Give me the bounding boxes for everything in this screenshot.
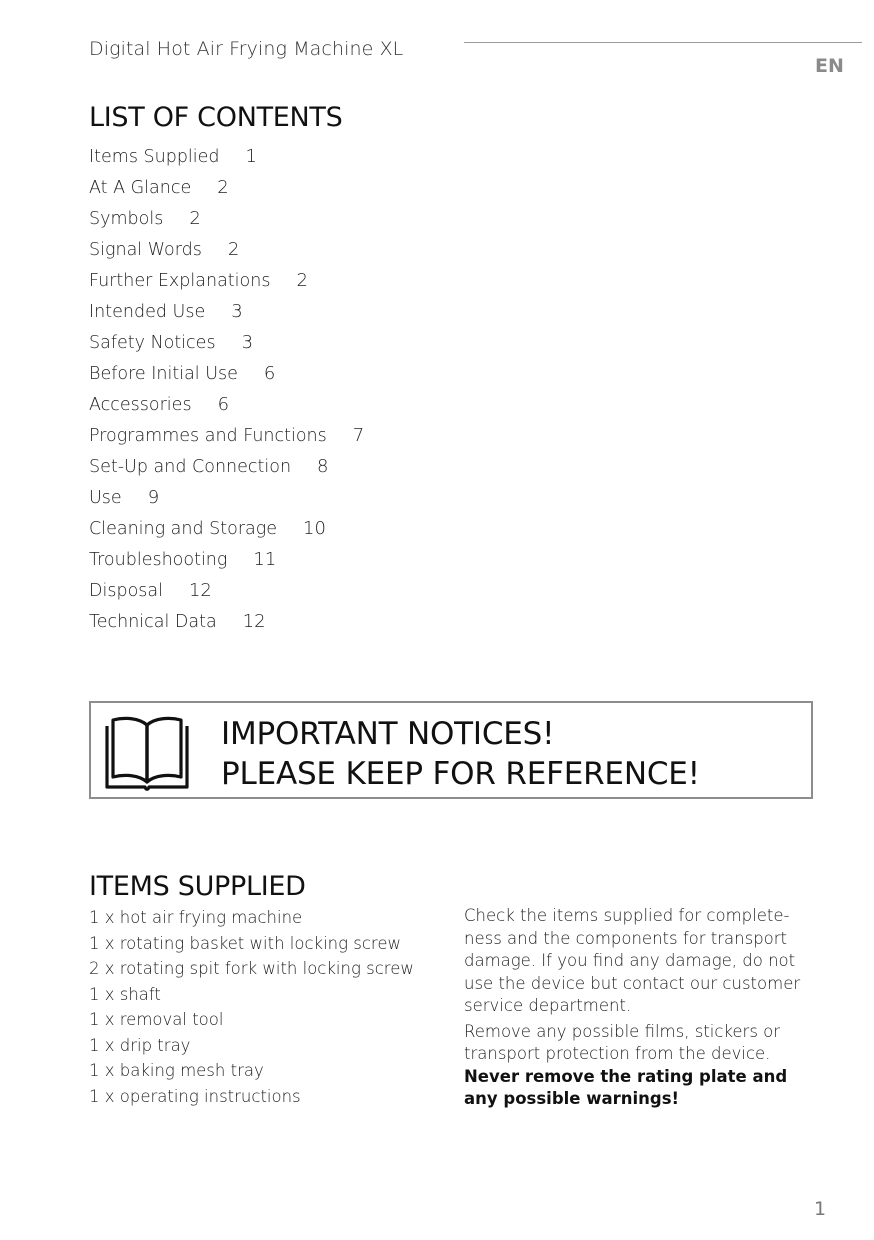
toc-entry-title: Further Explanations	[89, 271, 271, 291]
toc-entry-page: 12	[242, 611, 266, 632]
toc-entry-page: 10	[303, 518, 326, 539]
page-number: 1	[814, 1198, 827, 1220]
toc-entry	[89, 267, 364, 298]
toc-entry-page: 12	[188, 580, 212, 601]
notice-line-2: PLEASE KEEP FOR REFERENCE!	[221, 756, 700, 792]
toc-entry-title: Items Supplied	[89, 147, 220, 167]
toc-entry-title: Troubleshooting	[89, 550, 228, 570]
toc-entry-title: Programmes and Functions	[89, 426, 327, 446]
header-rule	[464, 42, 862, 43]
toc-entry-page: 2	[296, 270, 308, 291]
toc-entry	[89, 608, 364, 639]
list-item: 1 x shaft	[89, 984, 161, 1004]
items-supplied-note	[464, 905, 814, 1111]
toc-entry	[89, 515, 364, 546]
toc-entry-title: Accessories	[89, 395, 192, 415]
notice-text	[221, 714, 700, 794]
remove-protection-text: Remove any possible films, stickers or transport protection from the device.	[464, 1021, 781, 1063]
toc-entry-title: Set-Up and Connection	[89, 457, 292, 477]
list-item: 1 x removal tool	[89, 1010, 224, 1029]
toc-entry	[89, 360, 364, 391]
list-item: 1 x operating instructions	[89, 1086, 301, 1106]
toc-entry-page: 6	[263, 363, 276, 384]
toc-entry-title: Signal Words	[89, 240, 202, 260]
toc-entry-title: At A Glance	[89, 178, 192, 198]
toc-entry	[89, 422, 364, 453]
toc-entry-page: 3	[231, 301, 243, 322]
toc-entry	[89, 484, 364, 515]
toc-entry-page: 11	[253, 549, 277, 570]
remove-protection-paragraph	[464, 1021, 814, 1111]
open-book-icon	[103, 715, 191, 793]
check-items-paragraph: Check the items supplied for complete-ness and the components for transport damage. If you find any damage, do not use the device but contact our customer service department.	[464, 906, 801, 1015]
list-item: 1 x rotating basket with locking screw	[89, 933, 402, 953]
toc-entry-title: Symbols	[89, 209, 164, 229]
toc-entry-page: 8	[317, 456, 329, 477]
toc-heading: LIST OF CONTENTS	[89, 102, 343, 133]
list-item: 1 x drip tray	[89, 1035, 191, 1055]
toc-entry	[89, 577, 364, 608]
toc-entry	[89, 391, 364, 422]
toc-entry-title: Intended Use	[89, 302, 206, 322]
toc-entry	[89, 143, 364, 174]
rating-plate-warning: Never remove the rating plate and any possible warnings!	[464, 1066, 788, 1108]
toc-entry-page: 7	[352, 425, 365, 446]
toc-entry	[89, 298, 364, 329]
toc-entry-title: Disposal	[89, 581, 163, 601]
table-of-contents	[89, 143, 364, 639]
list-item: 2 x rotating spit fork with locking screw	[89, 959, 414, 978]
toc-entry-title: Before Initial Use	[89, 364, 238, 384]
list-item: 1 x baking mesh tray	[89, 1061, 264, 1080]
language-badge: EN	[815, 55, 844, 77]
toc-entry-title: Safety Notices	[89, 333, 216, 353]
toc-entry	[89, 329, 364, 360]
list-item: 1 x hot air frying machine	[89, 908, 303, 927]
toc-entry	[89, 236, 364, 267]
toc-entry-title: Use	[89, 488, 122, 508]
toc-entry-page: 2	[227, 239, 240, 260]
toc-entry	[89, 453, 364, 484]
toc-entry-page: 9	[147, 487, 160, 508]
toc-entry	[89, 546, 364, 577]
important-notice-box	[89, 701, 813, 799]
notice-line-1: IMPORTANT NOTICES!	[221, 716, 555, 752]
toc-entry-page: 1	[245, 146, 257, 167]
toc-entry-page: 2	[217, 177, 229, 198]
toc-entry-title: Technical Data	[89, 612, 217, 632]
toc-entry-title: Cleaning and Storage	[89, 519, 278, 539]
toc-entry-page: 2	[189, 208, 201, 229]
toc-entry	[89, 205, 364, 236]
items-supplied-list	[89, 905, 414, 1109]
toc-entry-page: 6	[217, 394, 230, 415]
header-title: Digital Hot Air Frying Machine XL	[89, 38, 404, 60]
toc-entry	[89, 174, 364, 205]
toc-entry-page: 3	[241, 332, 254, 353]
items-supplied-heading: ITEMS SUPPLIED	[89, 871, 306, 902]
